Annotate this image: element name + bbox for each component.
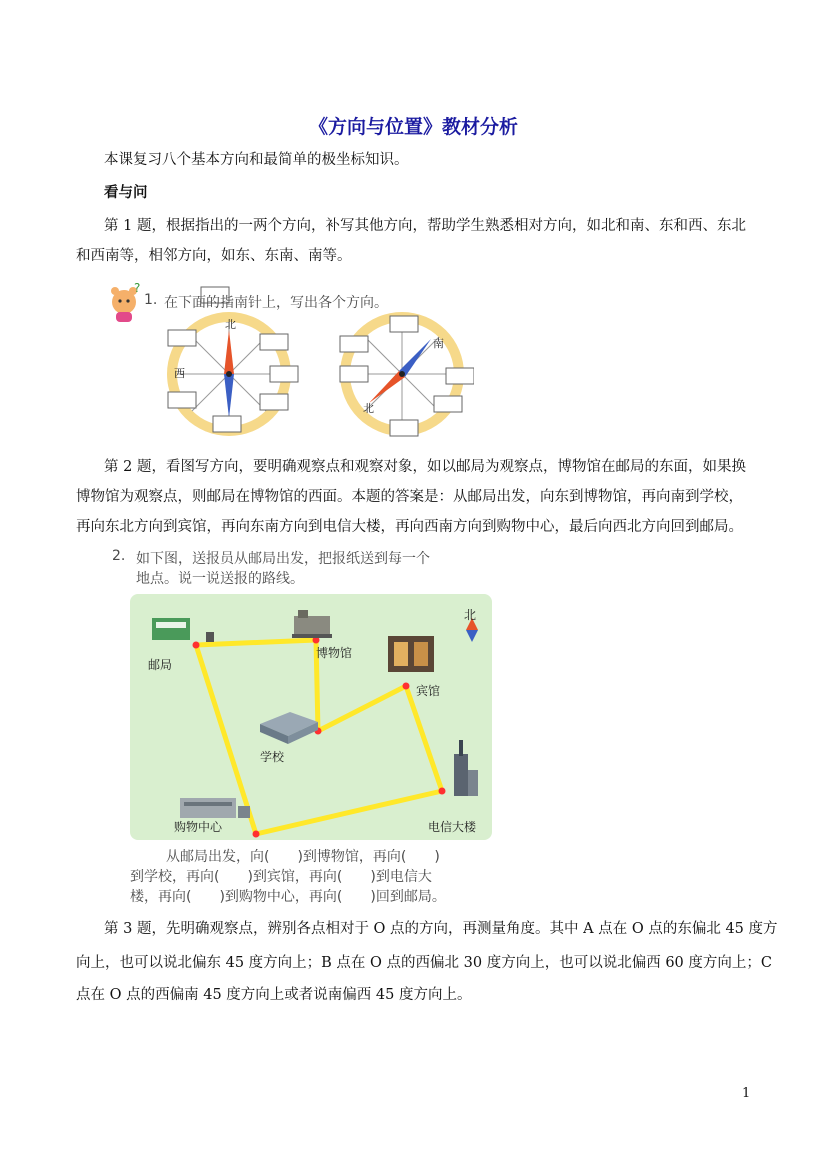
figure2-number: 2. [112, 548, 126, 564]
q3-line-3: 点在 O 点的西偏南 45 度方向上或者说南偏西 45 度方向上。 [76, 987, 472, 1003]
label-telecom: 电信大楼 [428, 820, 477, 834]
q1-line-2: 和西南等，相邻方向，如东、东南、南等。 [76, 248, 352, 264]
compass2-south-label: 南 [433, 337, 444, 350]
route-point-telecom [439, 788, 446, 795]
page-number: 1 [742, 1086, 751, 1101]
figure2-fill-line-3: 楼，再向( )到购物中心，再向( )回到邮局。 [130, 889, 446, 905]
label-mall: 购物中心 [174, 820, 223, 834]
figure2-line-1: 如下图，送报员从邮局出发，把报纸送到每一个 [136, 551, 430, 567]
figure-compasses [104, 282, 474, 442]
svg-text:?: ? [134, 282, 141, 295]
compass2-north-label: 北 [363, 402, 374, 415]
bear-mascot-icon [111, 282, 140, 322]
figure2-fill-line-2: 到学校，再向( )到宾馆，再向( )到电信大 [130, 869, 432, 885]
route-point-post-office [193, 642, 200, 649]
label-museum: 博物馆 [316, 646, 353, 660]
map-north-label: 北 [464, 608, 477, 622]
compass-2 [340, 312, 474, 436]
route-point-hotel [403, 683, 410, 690]
figure-route-map [108, 548, 492, 910]
q3-line-1: 第 3 题，先明确观察点，辨别各点相对于 O 点的方向，再测量角度。其中 A 点在 O 点的东偏北 45 度方 [104, 921, 778, 937]
figure1-number: 1. [144, 292, 158, 308]
figure1-instruction: 在下面的指南针上，写出各个方向。 [164, 295, 388, 311]
section-heading: 看与问 [104, 184, 148, 201]
page-title: 《方向与位置》教材分析 [308, 116, 518, 138]
route-point-mall [253, 831, 260, 838]
label-hotel: 宾馆 [416, 684, 441, 698]
hotel-building-icon [388, 636, 434, 672]
label-post-office: 邮局 [148, 658, 173, 672]
q2-line-1: 第 2 题，看图写方向，要明确观察点和观察对象，如以邮局为观察点，博物馆在邮局的东面，如果换 [104, 459, 746, 475]
figure2-fill-line-1: 从邮局出发，向( )到博物馆，再向( ) [166, 849, 440, 865]
compass1-north-label: 北 [225, 318, 236, 331]
q1-line-1: 第 1 题，根据指出的一两个方向，补写其他方向，帮助学生熟悉相对方向，如北和南、东和西、东北 [104, 218, 746, 234]
q2-line-3: 再向东北方向到宾馆，再向东南方向到电信大楼，再向西南方向到购物中心，最后向西北方向回到邮局。 [76, 519, 743, 535]
q3-line-2: 向上，也可以说北偏东 45 度方向上；B 点在 O 点的西偏北 30 度方向上，也可以说北偏西 60 度方向上；C [76, 955, 772, 971]
figure2-line-2: 地点。说一说送报的路线。 [136, 571, 304, 587]
q2-line-2: 博物馆为观察点，则邮局在博物馆的西面。本题的答案是：从邮局出发，向东到博物馆，再向南到学校， [76, 489, 743, 505]
intro-paragraph: 本课复习八个基本方向和最简单的极坐标知识。 [104, 152, 409, 168]
label-school: 学校 [260, 750, 285, 764]
compass1-west-label: 西 [174, 367, 185, 380]
route-map-svg [130, 594, 492, 840]
